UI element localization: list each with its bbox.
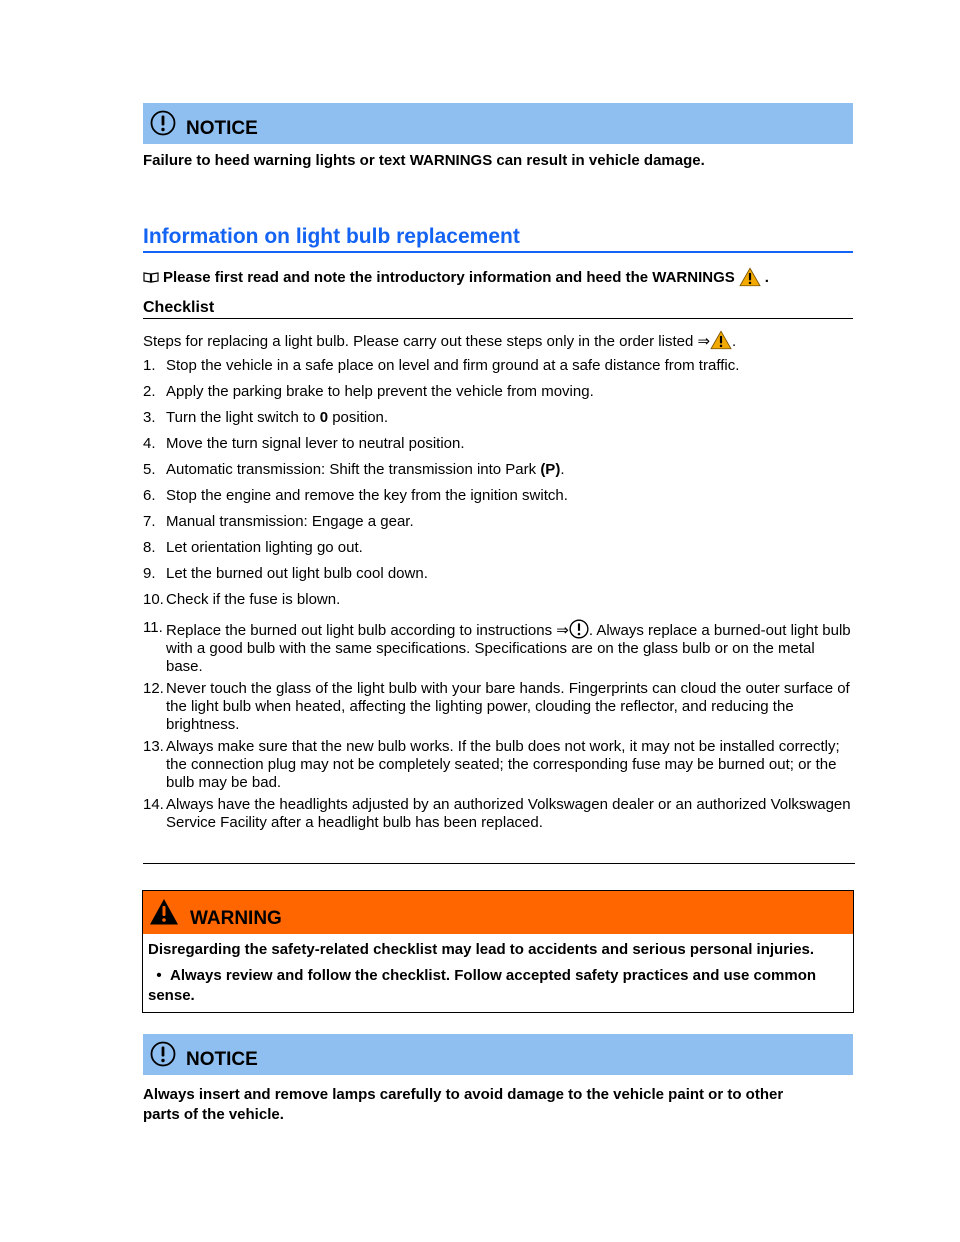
warning-box bbox=[142, 890, 854, 1013]
warning-bullet-item bbox=[148, 966, 848, 1006]
list-item bbox=[143, 738, 853, 792]
step-number: 14. bbox=[143, 796, 164, 813]
step-text bbox=[166, 461, 853, 479]
warning-text: Disregarding the safety-related checklist may lead to accidents and serious personal injuries. bbox=[148, 941, 815, 958]
list-item bbox=[143, 409, 853, 427]
step-number: 7. bbox=[143, 513, 156, 530]
lead-period: . bbox=[732, 333, 737, 350]
warning-body bbox=[143, 934, 853, 1012]
list-item bbox=[143, 619, 853, 676]
list-item bbox=[143, 357, 853, 375]
step-text bbox=[166, 409, 853, 427]
step-text: Let the burned out light bulb cool down. bbox=[166, 565, 428, 582]
intro-text: Please first read and note the introductory information and heed the WARNINGS bbox=[163, 268, 735, 286]
list-item bbox=[143, 539, 853, 557]
step-text: Check if the fuse is blown. bbox=[166, 591, 341, 608]
list-item bbox=[143, 487, 853, 505]
step-text-bold: (P) bbox=[540, 461, 561, 478]
list-item bbox=[143, 513, 853, 531]
step-text: Apply the parking brake to help prevent the vehicle from moving. bbox=[166, 383, 594, 400]
step-text-post: . Always replace a burned-out light bulb with a good bulb with the same specifications. Specifications are on the glass bulb or on the metal base. bbox=[166, 622, 851, 675]
step-number: 3. bbox=[143, 409, 156, 426]
warning-triangle-icon bbox=[149, 898, 179, 926]
checklist-title: Checklist bbox=[143, 299, 853, 319]
step-number: 4. bbox=[143, 435, 156, 452]
step-number: 2. bbox=[143, 383, 156, 400]
lead-text: Steps for replacing a light bulb. Please carry out these steps only in the order listed ⇒ bbox=[143, 333, 711, 350]
section-title: Information on light bulb replacement bbox=[143, 225, 853, 253]
step-text: Stop the vehicle in a safe place on level and firm ground at a safe distance from traffic. bbox=[166, 357, 740, 374]
exclamation-circle-icon bbox=[150, 110, 176, 136]
notice-text: Always insert and remove lamps carefully to avoid damage to the vehicle paint or to other parts of the vehicle. bbox=[143, 1086, 784, 1123]
step-text: Stop the engine and remove the key from the ignition switch. bbox=[166, 487, 568, 504]
checklist-steps bbox=[143, 357, 853, 832]
step-number: 6. bbox=[143, 487, 156, 504]
step-number: 1. bbox=[143, 357, 156, 374]
list-item bbox=[143, 591, 853, 609]
step-number: 11. bbox=[143, 619, 163, 636]
step-text: Manual transmission: Engage a gear. bbox=[166, 513, 414, 530]
intro-line bbox=[143, 267, 853, 287]
warning-triangle-icon bbox=[739, 267, 761, 287]
step-text: Always make sure that the new bulb works. If the bulb does not work, it may not be installed correctly; the connection plug may not be completely seated; the corresponding fuse may be burned out; or the bulb may be bad. bbox=[166, 738, 840, 791]
step-number: 13. bbox=[143, 738, 164, 755]
step-number: 9. bbox=[143, 565, 156, 582]
notice-header bbox=[143, 1034, 853, 1075]
exclamation-circle-icon bbox=[150, 1041, 176, 1067]
list-item bbox=[143, 435, 853, 453]
book-icon bbox=[143, 271, 159, 283]
step-text: Let orientation lighting go out. bbox=[166, 539, 363, 556]
warning-title: WARNING bbox=[190, 908, 282, 929]
list-item bbox=[143, 565, 853, 583]
notice-2 bbox=[143, 1034, 853, 1125]
step-text-pre: Automatic transmission: Shift the transmission into Park bbox=[166, 461, 541, 478]
list-item bbox=[143, 383, 853, 401]
step-text: Move the turn signal lever to neutral position. bbox=[166, 435, 465, 452]
intro-period: . bbox=[764, 268, 769, 286]
list-item bbox=[143, 680, 853, 734]
step-number: 12. bbox=[143, 680, 164, 697]
warning-bullet-text: Always review and follow the checklist. Follow accepted safety practices and use common sense. bbox=[148, 967, 817, 1004]
warning-triangle-icon bbox=[710, 330, 732, 350]
notice-text: Failure to heed warning lights or text WARNINGS can result in vehicle damage. bbox=[143, 152, 705, 169]
step-number: 5. bbox=[143, 461, 156, 478]
notice-header bbox=[143, 103, 853, 144]
exclamation-circle-icon bbox=[569, 619, 589, 639]
notice-title: NOTICE bbox=[186, 118, 258, 139]
checklist-lead bbox=[143, 330, 853, 351]
list-item bbox=[143, 796, 853, 832]
step-text-pre: Turn the light switch to bbox=[166, 409, 320, 426]
step-text-post: position. bbox=[328, 409, 389, 426]
manual-page bbox=[143, 103, 853, 832]
step-text: Never touch the glass of the light bulb with your bare hands. Fingerprints can cloud the outer surface of the light bulb when heated, affecting the lighting power, clouding the reflector, and reducing the brightness. bbox=[166, 680, 850, 733]
step-text-post: . bbox=[560, 461, 565, 478]
section-divider bbox=[143, 863, 855, 864]
warning-header bbox=[143, 891, 853, 934]
step-number: 10. bbox=[143, 591, 164, 608]
step-number: 8. bbox=[143, 539, 156, 556]
bullet-glyph: • bbox=[156, 967, 162, 984]
step-text bbox=[166, 619, 853, 676]
notice-title: NOTICE bbox=[186, 1049, 258, 1070]
step-text-pre: Replace the burned out light bulb according to instructions ⇒ bbox=[166, 622, 569, 639]
list-item bbox=[143, 461, 853, 479]
step-text-bold: 0 bbox=[319, 409, 329, 426]
step-text: Always have the headlights adjusted by an authorized Volkswagen dealer or an authorized Volkswagen Service Facility after a headlight bulb has been replaced. bbox=[166, 796, 851, 831]
